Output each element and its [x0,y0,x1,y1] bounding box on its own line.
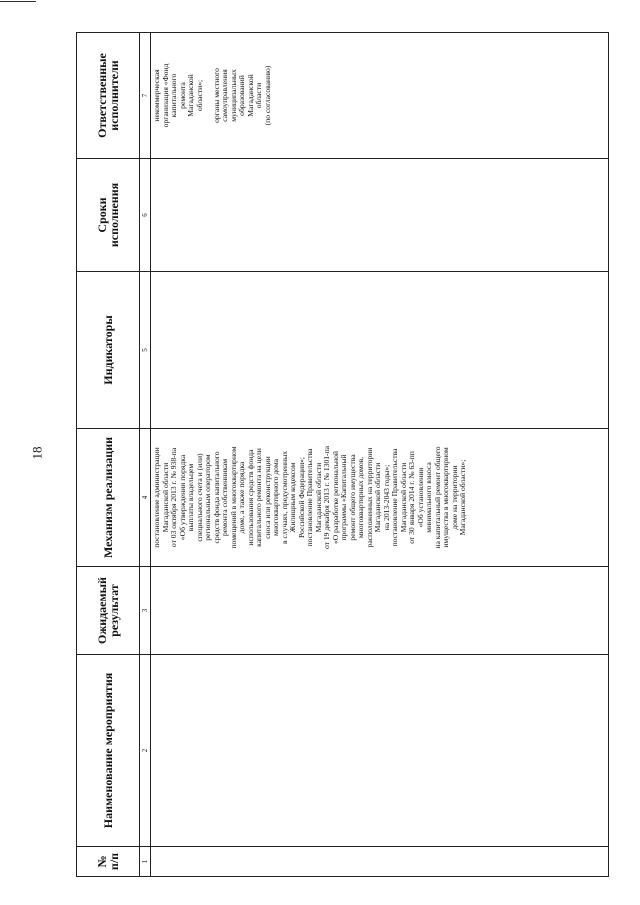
measures-table [76,32,609,877]
column-number: 6 [140,159,151,272]
page-number: 18 [29,446,45,460]
column-number-row [140,33,151,877]
header-deadlines: Сроки исполнения [77,159,140,272]
cell-measure-name [151,655,609,847]
table-row [151,33,609,877]
top-rule [0,1,36,2]
header-number: № п/п [77,847,140,877]
header-mechanism: Механизм реализации [77,429,140,567]
rotated-page-content [76,33,612,877]
column-number: 5 [140,272,151,429]
header-expected-result: Ожидаемый результат [77,567,140,655]
cell-number [151,847,609,877]
column-number: 4 [140,429,151,567]
header-responsible: Ответственные исполнители [77,33,140,159]
header-measure-name: Наименование мероприятия [77,655,140,847]
column-number: 3 [140,567,151,655]
table-header-row [77,33,140,877]
cell-mechanism: постановление администрации Магаданской области от 03 октября 2013 г. № 938-па «Об утверждении порядка выплаты владельцем специального счета и (или) региональным оператором средств фонда капитального ремонта собственникам помещений в многоквартирном доме, а также порядка использования средств фонда капитального ремонта на цели сноса или реконструкции многоквартирного дома в случаях, предусмотренных Жилищным кодексом Российской Федерации»; постановление Правительства Магаданской области от 19 декабря 2013 г. № 1301-па «О разработке региональной программы «Капитальный ремонт общего имущества многоквартирных домов, расположенных на территории Магаданской области на 2013-2043 годы»; постановление Правительства Магаданской области от 30 января 2014 г. № 63-пп «Об установлении минимального взноса на капитальный ремонт общего имущества в многоквартирном доме на территории Магаданской области»; [151,429,609,567]
cell-deadlines [151,159,609,272]
cell-expected-result [151,567,609,655]
cell-indicators [151,272,609,429]
header-indicators: Индикаторы [77,272,140,429]
column-number: 2 [140,655,151,847]
column-number: 1 [140,847,151,877]
column-number: 7 [140,33,151,159]
cell-responsible: некоммерческая организация «Фонд капитального ремонта Магаданской области»; органы местного самоуправления муниципальных образований Магаданской области (по согласованию) [151,33,609,159]
